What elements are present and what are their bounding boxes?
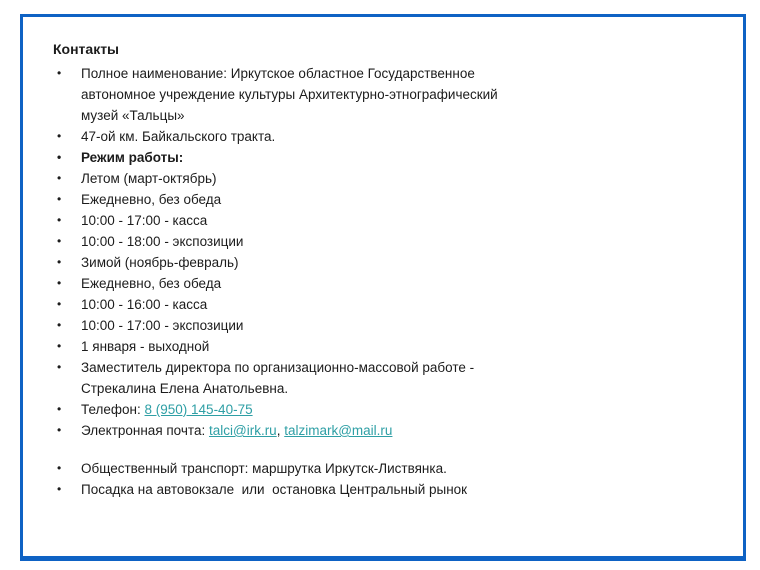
bullet-icon: • xyxy=(57,318,62,332)
bullet-icon: • xyxy=(57,297,62,311)
list-item xyxy=(53,378,713,399)
text-span: Зимой (ноябрь-февраль) xyxy=(81,255,239,270)
bullet-icon: • xyxy=(57,423,62,437)
list-item xyxy=(53,84,713,105)
text-span: Электронная почта: xyxy=(81,423,209,438)
phone-link[interactable]: 8 (950) 145-40-75 xyxy=(144,402,253,417)
bullet-icon: • xyxy=(57,234,62,248)
list-item xyxy=(53,189,713,210)
text-span: Летом (март-октябрь) xyxy=(81,171,217,186)
list-item xyxy=(53,231,713,252)
text-span: Телефон: xyxy=(81,402,145,417)
text-span: Полное наименование: Иркутское областное Государственное xyxy=(81,66,475,81)
list-item xyxy=(53,420,713,441)
list-item-text xyxy=(81,252,239,273)
email-link-irk[interactable]: talci@irk.ru xyxy=(208,423,277,438)
text-span: Общественный транспорт: маршрутка Иркутск-Листвянка. xyxy=(81,461,447,476)
text-span: , xyxy=(276,423,285,438)
text-span: Ежедневно, без обеда xyxy=(81,192,222,207)
list-item xyxy=(53,63,713,84)
list-item-text xyxy=(81,126,275,147)
list-item xyxy=(53,126,713,147)
list-item-text xyxy=(81,105,185,126)
text-span: 47-ой км. Байкальского тракта. xyxy=(81,129,276,144)
text-span: Стрекалина Елена Анатольевна. xyxy=(81,381,289,396)
list-item xyxy=(53,273,713,294)
bullet-icon: • xyxy=(57,213,62,227)
bullet-icon: • xyxy=(57,150,62,164)
text-span: Посадка на автовокзале или остановка Центральный рынок xyxy=(81,482,468,497)
list-item-text xyxy=(81,189,221,210)
list-item-text xyxy=(81,458,447,479)
list-item xyxy=(53,399,713,420)
text-span: Ежедневно, без обеда xyxy=(81,276,222,291)
list-item-text xyxy=(81,315,243,336)
bullet-icon: • xyxy=(57,339,62,353)
list-item-text xyxy=(81,63,475,84)
bullet-icon: • xyxy=(57,66,62,80)
text-span: автономное учреждение культуры Архитектурно-этнографический xyxy=(81,87,498,102)
slide-frame xyxy=(20,14,746,561)
text-span: 10:00 - 17:00 - касса xyxy=(81,213,208,228)
list-item-text xyxy=(81,357,474,378)
list-item xyxy=(53,294,713,315)
list-item xyxy=(53,105,713,126)
bullet-icon: • xyxy=(57,129,62,143)
list-item-text xyxy=(81,273,221,294)
list-item xyxy=(53,458,713,479)
bullet-icon: • xyxy=(57,192,62,206)
list-item-text xyxy=(81,294,207,315)
list-item-text xyxy=(81,378,288,399)
list-item-text xyxy=(81,210,207,231)
list-item-text xyxy=(81,84,498,105)
contact-list xyxy=(53,63,713,500)
page-title: Контакты xyxy=(53,41,120,57)
list-item-text xyxy=(81,420,392,441)
text-span: 10:00 - 18:00 - экспозиции xyxy=(81,234,244,249)
bullet-icon: • xyxy=(57,276,62,290)
list-item xyxy=(53,357,713,378)
list-item xyxy=(53,479,713,500)
list-item-text xyxy=(81,168,217,189)
list-item xyxy=(53,315,713,336)
list-item-text xyxy=(81,399,253,420)
bullet-icon: • xyxy=(57,171,62,185)
bullet-icon: • xyxy=(57,402,62,416)
list-item xyxy=(53,252,713,273)
text-span: Режим работы: xyxy=(81,150,184,165)
list-item xyxy=(53,168,713,189)
list-item-text xyxy=(81,479,467,500)
list-item xyxy=(53,336,713,357)
bullet-icon: • xyxy=(57,461,62,475)
list-spacer xyxy=(53,441,713,458)
text-span: 10:00 - 16:00 - касса xyxy=(81,297,208,312)
text-span: Заместитель директора по организационно-массовой работе - xyxy=(81,360,475,375)
list-item-text xyxy=(81,336,209,357)
email-link-mail[interactable]: talzimark@mail.ru xyxy=(284,423,393,438)
list-item xyxy=(53,147,713,168)
text-span: 10:00 - 17:00 - экспозиции xyxy=(81,318,244,333)
bullet-icon: • xyxy=(57,255,62,269)
list-item-text xyxy=(81,231,243,252)
list-item xyxy=(53,210,713,231)
text-span: музей «Тальцы» xyxy=(81,108,185,123)
bullet-icon: • xyxy=(57,360,62,374)
list-item-text xyxy=(81,147,183,168)
bullet-icon: • xyxy=(57,482,62,496)
text-span: 1 января - выходной xyxy=(81,339,210,354)
